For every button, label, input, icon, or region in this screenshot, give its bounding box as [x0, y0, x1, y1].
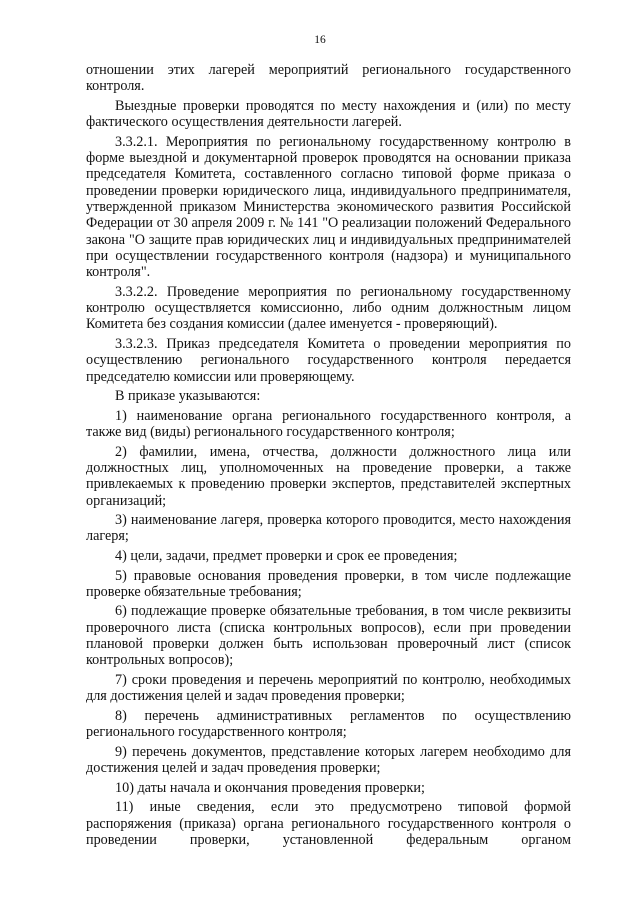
- list-item-5: 5) правовые основания проведения проверки, в том числе подлежащие проверке обязательные требования;: [86, 567, 571, 600]
- list-item-3: 3) наименование лагеря, проверка которого проводится, место нахождения лагеря;: [86, 512, 571, 545]
- paragraph-field-inspections: Выездные проверки проводятся по месту нахождения и (или) по месту фактического осуществления деятельности лагерей.: [86, 97, 571, 131]
- list-item-7: 7) сроки проведения и перечень мероприятий по контролю, необходимых для достижения целей и задач проведения проверки;: [86, 671, 571, 705]
- list-item-2: 2) фамилии, имена, отчества, должности должностного лица или должностных лиц, уполномоченных на проведение проверки, а также привлекаемых к проведению проверки экспертов, представителей экспертных организаций;: [86, 443, 571, 509]
- paragraph-3-3-2-3: 3.3.2.3. Приказ председателя Комитета о проведении мероприятия по осуществлению регионального государственного контроля передается председателю комиссии или проверяющему.: [86, 335, 571, 385]
- list-item-10: 10) даты начала и окончания проведения проверки;: [115, 779, 425, 796]
- list-item-11: 11) иные сведения, если это предусмотрено типовой формой распоряжения (приказа) органа регионального государственного контроля о проведении проверки, установленной федеральным органом: [86, 799, 571, 848]
- list-item-6: 6) подлежащие проверке обязательные требования, в том числе реквизиты проверочного листа (списка контрольных вопросов), если при проведении плановой проверки должен быть использован проверочный лист (список контрольных вопросов);: [86, 603, 571, 669]
- list-item-8: 8) перечень административных регламентов по осуществлению регионального государственного контроля;: [86, 707, 571, 741]
- document-body: [86, 62, 571, 864]
- paragraph-3-3-2-1: 3.3.2.1. Мероприятия по региональному государственному контролю в форме выездной и документарной проверок проводятся на основании приказа председателя Комитета, составленного согласно типовой форме приказа о проведении проверки юридического лица, индивидуального предпринимателя, утвержденной приказом Министерства экономического развития Российской Федерации от 30 апреля 2009 г. № 141 "О реализации положений Федерального закона "О защите прав юридических лиц и индивидуальных предпринимателей при осуществлении государственного контроля (надзора) и муниципального контроля".: [86, 133, 571, 281]
- paragraph-continuation: отношении этих лагерей мероприятий регионального государственного контроля.: [86, 62, 571, 95]
- page-number: 16: [314, 34, 326, 46]
- list-item-1: 1) наименование органа регионального государственного контроля, а также вид (виды) регионального государственного контроля;: [86, 407, 571, 441]
- list-item-4: 4) цели, задачи, предмет проверки и срок ее проведения;: [115, 547, 458, 564]
- paragraph-order-contents-intro: В приказе указываются:: [115, 388, 261, 405]
- list-item-9: 9) перечень документов, представление которых лагерем необходимо для достижения целей и задач проведения проверки;: [86, 743, 571, 777]
- paragraph-3-3-2-2: 3.3.2.2. Проведение мероприятия по региональному государственному контролю осуществляется комиссионно, либо одним должностным лицом Комитета без создания комиссии (далее именуется - проверяющий).: [86, 283, 571, 333]
